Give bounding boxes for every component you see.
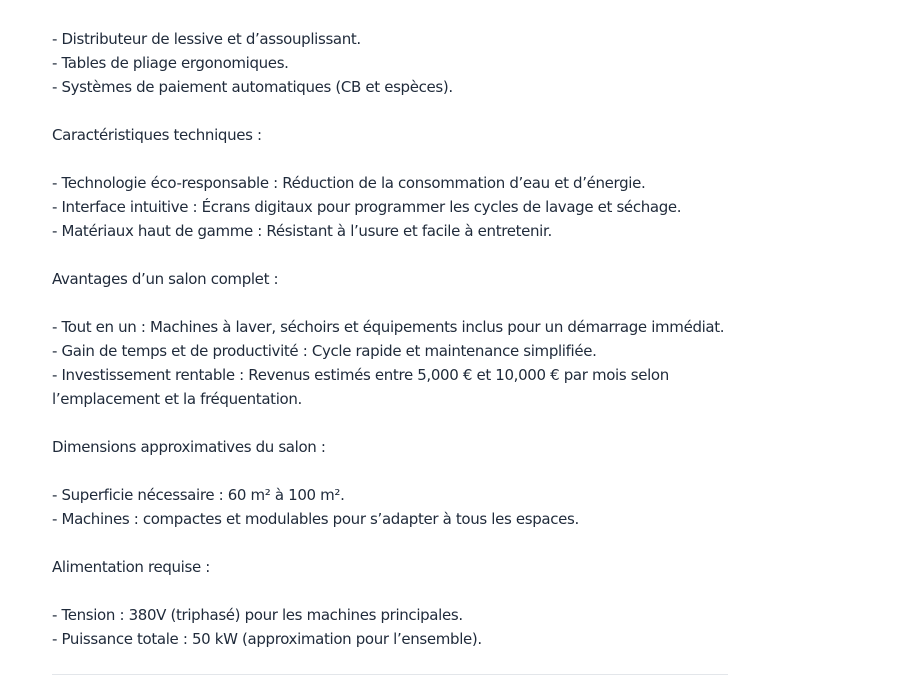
list-item: - Investissement rentable : Revenus estimés entre 5,000 € et 10,000 € par mois selon: [52, 366, 669, 384]
equipment-list: [52, 27, 752, 99]
dimensions-list: [52, 483, 752, 531]
list-item: - Gain de temps et de productivité : Cycle rapide et maintenance simplifiée.: [52, 342, 597, 360]
list-item: - Tables de pliage ergonomiques.: [52, 54, 289, 72]
dimensions-heading: Dimensions approximatives du salon :: [52, 438, 326, 456]
list-item: - Tension : 380V (triphasé) pour les machines principales.: [52, 606, 463, 624]
spacer: [52, 459, 752, 483]
list-item-continuation: l’emplacement et la fréquentation.: [52, 390, 302, 408]
list-item: - Systèmes de paiement automatiques (CB et espèces).: [52, 78, 453, 96]
list-item: - Superficie nécessaire : 60 m² à 100 m².: [52, 486, 345, 504]
list-item: - Tout en un : Machines à laver, séchoirs et équipements inclus pour un démarrage immédiat.: [52, 318, 725, 336]
list-item: - Technologie éco-responsable : Réduction de la consommation d’eau et d’énergie.: [52, 174, 646, 192]
spacer: [52, 411, 752, 435]
spacer: [52, 99, 752, 123]
spacer: [52, 147, 752, 171]
list-item: - Distributeur de lessive et d’assouplissant.: [52, 30, 361, 48]
spacer: [52, 243, 752, 267]
advantages-heading: Avantages d’un salon complet :: [52, 270, 279, 288]
power-list: [52, 603, 752, 651]
spacer: [52, 579, 752, 603]
spacer: [52, 291, 752, 315]
list-item: - Interface intuitive : Écrans digitaux pour programmer les cycles de lavage et séchage.: [52, 198, 682, 216]
list-item: - Matériaux haut de gamme : Résistant à l’usure et facile à entretenir.: [52, 222, 552, 240]
technical-list: [52, 171, 752, 243]
technical-heading: Caractéristiques techniques :: [52, 126, 262, 144]
list-item: - Machines : compactes et modulables pour s’adapter à tous les espaces.: [52, 510, 579, 528]
spacer: [52, 531, 752, 555]
list-item: - Puissance totale : 50 kW (approximation pour l’ensemble).: [52, 630, 482, 648]
advantages-list: [52, 315, 752, 411]
power-heading: Alimentation requise :: [52, 558, 210, 576]
product-description: [52, 27, 752, 651]
divider: [52, 674, 728, 675]
